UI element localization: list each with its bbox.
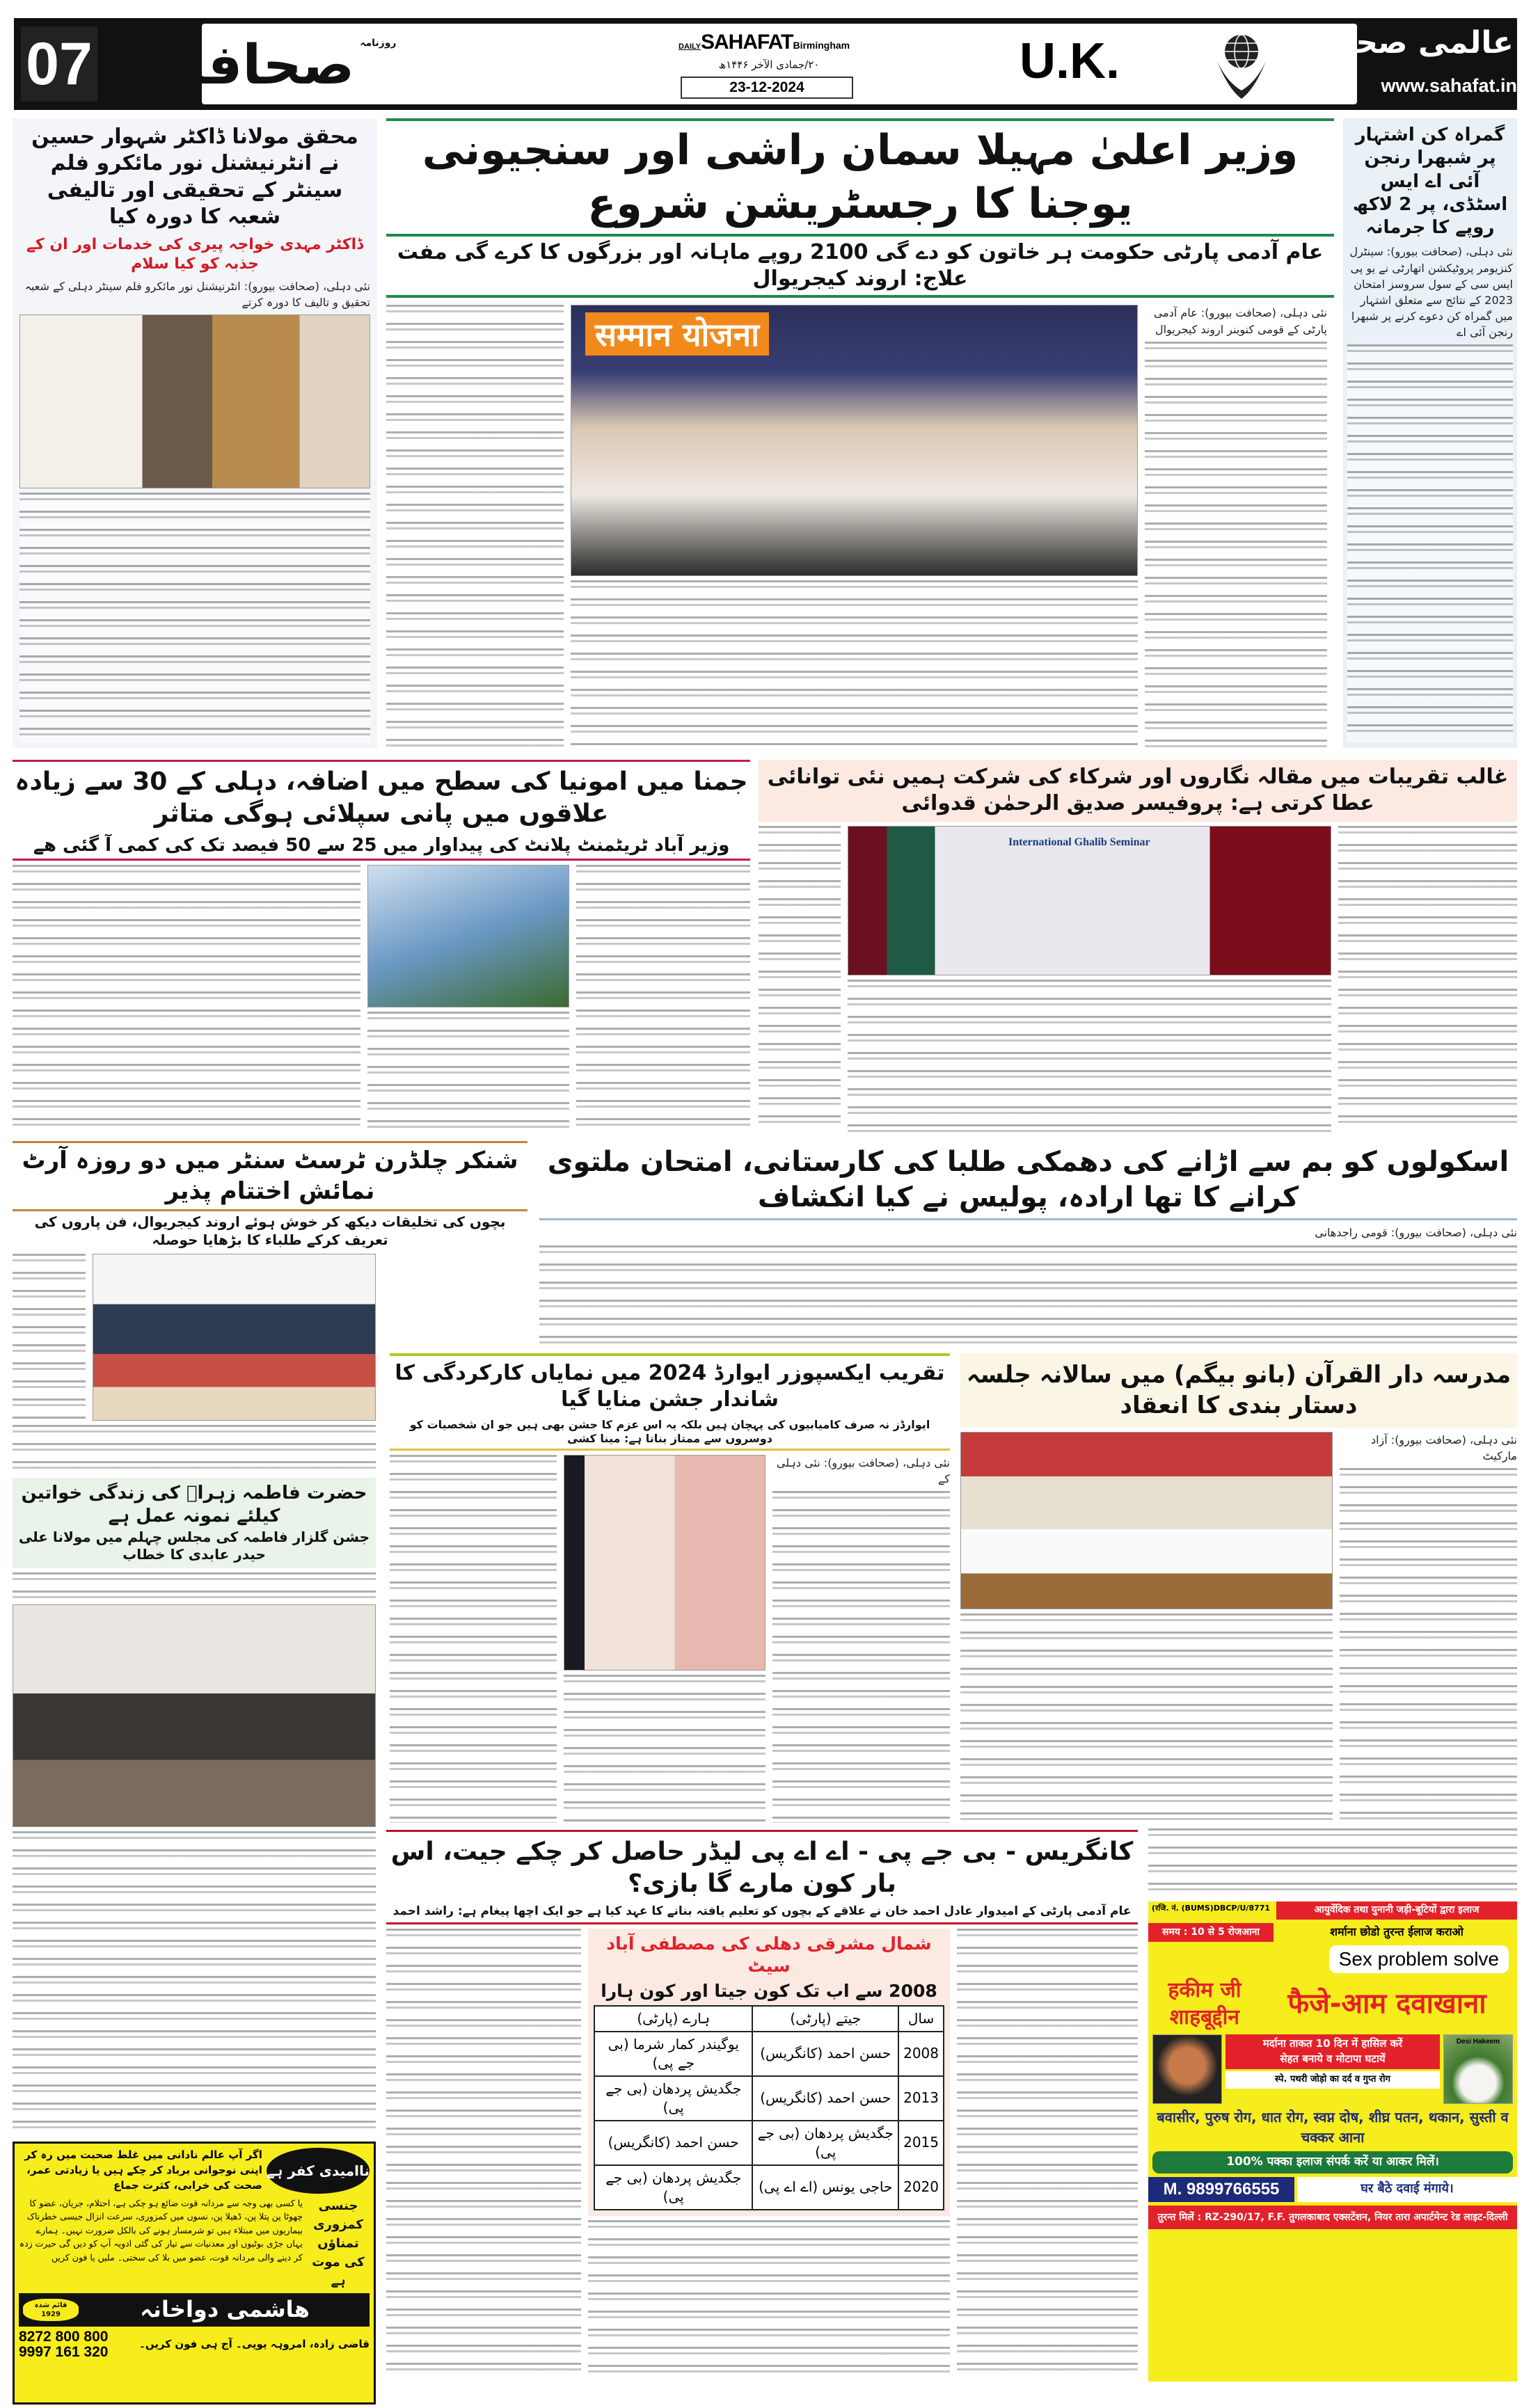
layout-column	[848, 826, 1331, 1132]
layout-column	[1148, 1923, 1517, 1943]
story-madrasa	[960, 1353, 1517, 1823]
ad-side-text: جنسی کمزوری تمناؤں کی موت ہے	[312, 2199, 365, 2288]
photo-yojna-launch	[571, 305, 1138, 576]
seminar-banner: International Ghalib Seminar	[1008, 836, 1150, 848]
divider	[386, 295, 1334, 298]
ad-phone-1[interactable]: 8272 800 800	[19, 2328, 109, 2345]
layout-column	[1148, 1828, 1517, 1897]
dateline: نئی دہلی، (صحافت بیورو): انٹرنیشنل نور مائکرو فلم سینٹر دہلی کے شعبہ تحقیق و تالیف کا دورہ کرتے	[24, 279, 370, 310]
story-right-top	[1343, 118, 1517, 748]
article-body-text	[386, 1929, 581, 2379]
layout-column	[1148, 1945, 1517, 1973]
table-row	[594, 2121, 944, 2165]
story-yamuna	[13, 760, 750, 1132]
divider	[386, 1830, 1138, 1832]
yamuna-headline: جمنا میں امونیا کی سطح میں اضافہ، دہلی کے 30 سے زیادہ علاقوں میں پانی سپلائی ہوگی متاثر	[15, 767, 748, 829]
layout-column	[1338, 826, 1517, 1132]
fatima-subhead: جشن گلزار فاطمہ کی مجلس چہلم میں مولانا علی حیدر عابدی کا خطاب	[18, 1528, 370, 1563]
col-winner: جیتے (پارٹی)	[752, 2006, 898, 2032]
article-body-text	[367, 1012, 569, 1132]
ad-special: स्पे. पथरी जोड़ो का दर्द व गुप्त रोग	[1225, 2071, 1440, 2089]
issue-date: 23-12-2024	[681, 77, 853, 99]
ad-phone-2[interactable]: 9997 161 320	[19, 2343, 109, 2360]
article-body-text	[1340, 1468, 1517, 1823]
article-body-text	[1148, 1828, 1517, 1897]
layout-column	[1340, 1432, 1517, 1823]
article-body-text	[386, 305, 564, 748]
story-schools	[539, 1145, 1517, 1348]
ad-slogan: शर्माना छोडो तुरन्त ईलाज कराओ	[1330, 1925, 1463, 1939]
layout-column	[759, 826, 1517, 1132]
layout-column	[19, 2329, 370, 2360]
ad-name-band	[19, 2293, 370, 2327]
photo-scholar-at-desk	[19, 314, 370, 488]
website-link[interactable]: www.sahafat.in	[1381, 75, 1517, 96]
story-award	[390, 1353, 950, 1823]
photo-dastar-bandi	[960, 1432, 1333, 1609]
table-header-row	[594, 2006, 944, 2032]
article-body-text	[1145, 342, 1327, 748]
ad-tagline: आयुर्वेदिक तथा युनानी जड़ी-बूटियों द्वारा इलाज	[1276, 1901, 1517, 1920]
madrasa-dateline: نئی دہلی، (صحافت بیورو): آزاد مارکیٹ	[1370, 1433, 1517, 1463]
est-badge: قائم شدہ 1929	[23, 2299, 79, 2321]
article-body-text	[759, 826, 841, 1132]
madrasa-headline: مدرسہ دار القرآن (بانو بیگم) میں سالانہ جلسہ دستار بندی کا انعقاد	[966, 1361, 1512, 1419]
article-body-text	[539, 1245, 1517, 1348]
photo-ghalib-seminar	[848, 826, 1331, 975]
photo-bodybuilder	[1152, 2034, 1222, 2104]
layout-column	[13, 1254, 86, 1421]
story-art-header	[13, 1141, 527, 1249]
layout-column	[960, 1432, 1517, 1823]
article-body-text	[13, 1254, 86, 1421]
divider	[386, 234, 1334, 237]
ad-badge: ناامیدی کفر ہے	[267, 2148, 370, 2194]
article-body-text	[571, 580, 1138, 748]
layout-column	[386, 1929, 1138, 2379]
col-year: سال	[898, 2006, 944, 2032]
subhead: ڈاکٹر مہدی خواجہ پیری کی خدمات اور ان کے جذبہ کو کیا سلام	[26, 235, 363, 273]
ghalib-headline-band	[759, 760, 1517, 822]
urdu-masthead-title: صحافت	[149, 33, 355, 97]
layout-column	[576, 865, 750, 1132]
layout-column	[1145, 305, 1327, 748]
layout-column	[759, 826, 841, 1132]
cell-winner: حسن احمد (کانگریس)	[752, 2032, 898, 2076]
article-body-text	[13, 865, 360, 1132]
divider	[13, 760, 750, 762]
layout-column	[390, 1455, 557, 1823]
article-body-text	[772, 1491, 950, 1823]
layout-column	[13, 1254, 376, 1421]
photo-award-ceremony	[564, 1455, 766, 1671]
schools-headline: اسکولوں کو بم سے اڑانے کی دھمکی طلبا کی کارستانی، امتحان ملتوی کرانے کا تھا ارادہ، پولیس نے کیا انکشاف	[539, 1145, 1517, 1220]
cell-loser: جگدیش پردھان (بی جے پی)	[594, 2165, 752, 2210]
fatima-headline: حضرت فاطمہ زہراؑ کی زندگی خواتین کیلئے نمونہ عمل ہے	[21, 1483, 367, 1527]
divider	[386, 118, 1334, 121]
result-box	[588, 1929, 950, 2216]
cell-loser: حسن احمد (کانگریس)	[594, 2121, 752, 2165]
ad-clinic-name: फैजे-आम दवाखाना	[1287, 1988, 1486, 2020]
schools-dateline: نئی دہلی، (صحافت بیورو): قومی راجدھانی	[1315, 1226, 1517, 1240]
photo-majlis-gathering	[13, 1604, 376, 1827]
article-body-text	[13, 1831, 376, 2136]
table-row	[594, 2076, 944, 2121]
layout-column	[960, 1432, 1333, 1823]
ad-timing: समय : 10 से 5 रोजआना	[1148, 1923, 1274, 1943]
article-body-text	[1338, 826, 1517, 1132]
layout-column	[1148, 1901, 1517, 1920]
story-ghalib	[759, 760, 1517, 1132]
layout-column	[367, 865, 569, 1132]
ad-intro: اگر آپ عالم نادانی میں غلط صحبت میں رہ کر اپنی نوجوانی برباد کر چکے ہیں یا زیادتی عمر، صحت کی خرابی، کثرت جماع	[24, 2148, 262, 2192]
article-body-text	[13, 1425, 376, 1474]
ad-faize-aam-dawakhana	[1148, 1901, 1517, 2382]
ad-hakeem-name: हकीम जी शाहबूद्दीन	[1168, 1978, 1242, 2030]
article-body-text	[13, 1572, 376, 1600]
photo-banner: सम्मान योजना	[585, 312, 769, 356]
result-box-subtitle: 2008 سے اب تک کون جیتا اور کون ہارا	[601, 1980, 937, 2001]
headline: گمراہ کن اشتہار پر شبھرا رنجن آئی اے ایس اسٹڈی، پر 2 لاکھ روپے کا جرمانہ	[1352, 125, 1508, 239]
cell-year: 2020	[898, 2165, 944, 2210]
ad-address: तुरन्त मिलें : RZ-290/17, F.F. तुगलकाबाद एक्सटेंशन, नियर तारा अपार्टमेन्ट रेड लाइट-दिल्ली	[1148, 2206, 1517, 2229]
article-body-text	[19, 493, 370, 742]
cell-winner: حاجی یونس (اے اے پی)	[752, 2165, 898, 2210]
article-body-text	[1347, 344, 1513, 742]
col-loser: ہارے (پارٹی)	[594, 2006, 752, 2032]
layout-column	[588, 1929, 950, 2379]
ad-name: ھاشمی دواخانہ	[140, 2296, 310, 2322]
photo-herbal-mortar	[1443, 2034, 1513, 2104]
ad-mobile[interactable]: M. 9899766555	[1148, 2177, 1294, 2202]
ad-home-delivery: घर बैठे दवाई मंगाये।	[1297, 2177, 1517, 2202]
herbal-label: Desi Hakeem	[1456, 2038, 1500, 2046]
layout-column	[772, 1455, 950, 1823]
page-number: 07	[21, 26, 97, 102]
lead-headline: وزیر اعلیٰ مہیلا سمان راشی اور سنجیونی یوجنا کا رجسٹریشن شروع	[422, 126, 1299, 228]
award-dateline: نئی دہلی، (صحافت بیورو): نئی دہلی کے	[776, 1456, 950, 1485]
ad-body: یا کسی بھی وجہ سے مردانہ قوت ضائع ہو چکی ہے، احتلام، جریان، عضو کا چھوٹا پن پتلا پن، ڈھیلا پن، نسوں میں کمزوری، سرعت انزال جیسی خطرناک بیماریوں میں مبتلاء ہیں تو شرمسار ہونے کی بالکل ضرورت نہیں۔ ہمارے یہاں جڑی بوٹیوں اور معدنیات سے تیار کی گئی ادویہ آپ کو دیں گی حیرت زدہ کر دینے والی مردانہ قوت، عضو میں بلا کی سختی۔ ملیں یا فون کریں	[19, 2198, 303, 2263]
brand-name: عالمی صحافت	[1292, 25, 1514, 61]
layout-column	[1148, 2177, 1517, 2202]
ad-address: قاضی زادہ، امروہہ یوپی۔ آج ہی فون کریں۔	[139, 2338, 370, 2351]
globe-logo-icon	[1214, 26, 1269, 102]
ghalib-headline: غالب تقریبات میں مقالہ نگاروں اور شرکاء کی شرکت ہمیں نئی توانائی عطا کرتی ہے: پروفیسر صدیق الرحمٰن قدوائی	[767, 765, 1509, 816]
cell-winner: جگدیش پردھان (بی جے پی)	[752, 2121, 898, 2165]
ad-ailments: बवासीर, पुरुष रोग, धात रोग, स्वप्न दोष, शीघ्र पतन, थकान, सुस्ती व चक्कर आना	[1157, 2109, 1509, 2146]
ad-guarantee: 100% पक्का इलाज संपर्क करें या आकर मिलें।	[1152, 2151, 1513, 2174]
cell-year: 2013	[898, 2076, 944, 2121]
headline: محقق مولانا ڈاکٹر شہوار حسین نے انٹرنیشنل نور مائکرو فلم سینٹر کے تحقیقی اور تالیفی شعبہ کا دورہ کیا	[31, 125, 358, 230]
lead-dateline: نئی دہلی، (صحافت بیورو): عام آدمی پارٹی کے قومی کنوینر اروند کیجریوال	[1153, 306, 1327, 336]
award-subhead: ایوارڈز نہ صرف کامیابیوں کی پہچان ہیں بلکہ یہ اس عزم کا جشن بھی ہیں جو ان شخصیات کو دوسروں سے ممتاز بناتا ہے: مینا کشی	[390, 1418, 950, 1451]
fatima-headline-box	[13, 1478, 376, 1568]
award-headline: تقریب ایکسپوزر ایوارڈ 2024 میں نمایاں کارکردگی کا شاندار جشن منایا گیا	[395, 1361, 945, 1412]
madrasa-headline-band	[960, 1353, 1517, 1428]
election-subhead: عام آدمی پارٹی کے امیدوار عادل احمد خان نے علاقے کے بچوں کو تعلیم یافتہ بنانے کا عہد کیا ہے جو ایک اچھا پیغام ہے: راشد احمد	[386, 1904, 1138, 1924]
table-row	[594, 2032, 944, 2076]
result-box-title: شمال مشرقی دھلی کی مصطفی آباد سیٹ	[606, 1933, 932, 1976]
dateline: نئی دہلی، (صحافت بیورو): سینٹرل کنزیومر پروٹیکشن اتھارٹی نے یو پی ایس سی کے سول سروسز امتحان 2023 کے نتائج سے متعلق اشتہار میں گمراہ کن دعوے کرنے پر شبھرا رنجن آئی اے	[1349, 245, 1513, 340]
layout-column	[957, 1929, 1138, 2379]
masthead-small-label: برمنگھم	[104, 32, 144, 43]
article-body-text	[564, 1675, 766, 1823]
article-body-text	[957, 1929, 1138, 2379]
cell-loser: جگدیش پردھان (بی جے پی)	[594, 2076, 752, 2121]
story-lead	[386, 118, 1334, 748]
ad-promo-line: मर्दाना ताकत 10 दिन में हासिल करें	[1262, 2037, 1403, 2050]
election-headline: کانگریس - بی جے پی - اے اے پی لیڈر حاصل کر چکے جیت، اس بار کون مارے گا بازی؟	[390, 1837, 1134, 1899]
layout-column	[19, 2148, 370, 2194]
ad-promo-line: सेहत बनाये व मोटापा घटायें	[1280, 2052, 1386, 2065]
article-body-text	[390, 1455, 557, 1823]
masthead-small-label: روزنامہ	[360, 38, 397, 49]
article-body-text	[576, 865, 750, 1132]
article-body-text	[960, 1613, 1333, 1823]
layout-column	[19, 2196, 370, 2290]
story-election	[386, 1830, 1138, 2379]
photo-art-exhibition	[93, 1254, 376, 1421]
daily-sahafat-logo: DAILYSAHAFATBirmingham	[679, 31, 850, 54]
layout-column	[564, 1455, 766, 1823]
art-subhead: بچوں کی تخلیقات دیکھ کر خوش ہوئے اروند کیجریوال، فن پاروں کی تعریف کرکے طلباء کا بڑھایا حوصلہ	[13, 1209, 527, 1249]
layout-column	[1225, 2034, 1440, 2104]
article-body-text	[848, 980, 1331, 1132]
layout-column	[1148, 2034, 1517, 2104]
table-row	[594, 2165, 944, 2210]
layout-column	[386, 1929, 581, 2379]
layout-column	[13, 865, 750, 1132]
ad-promo	[1225, 2034, 1440, 2069]
art-headline: شنکر چلڈرن ٹرسٹ سنٹر میں دو روزہ آرٹ نمائش اختتام پذیر	[22, 1147, 518, 1205]
cell-year: 2008	[898, 2032, 944, 2076]
ad-reg: (रजि. नं. (BUMS)DBCP/U/8771	[1151, 1904, 1271, 1913]
cell-year: 2015	[898, 2121, 944, 2165]
layout-column	[390, 1455, 950, 1823]
divider	[390, 1353, 950, 1356]
lead-subhead: عام آدمی پارٹی حکومت ہر خاتون کو دے گی 2100 روپے ماہانہ اور بزرگوں کا کرے گی مفت علاج: اروند کیجریوال	[397, 239, 1324, 291]
cell-winner: حسن احمد (کانگریس)	[752, 2076, 898, 2121]
layout-column	[13, 865, 360, 1132]
cell-loser: یوگیندر کمار شرما (بی جے پی)	[594, 2032, 752, 2076]
edition-label: U.K.	[1020, 33, 1120, 89]
story-left-top	[13, 118, 377, 748]
left-column-stories	[13, 1254, 376, 2136]
layout-column	[386, 305, 564, 748]
divider	[13, 1141, 527, 1143]
results-table	[594, 2005, 944, 2210]
ad-english: Sex problem solve	[1329, 1945, 1509, 1973]
yamuna-subhead: وزیر آباد ٹریٹمنٹ پلانٹ کی پیداوار میں 25 سے 50 فیصد تک کی کمی آ گئی ھے	[13, 834, 750, 861]
ad-hashmi-dawakhana	[13, 2142, 376, 2405]
layout-column	[1148, 1977, 1517, 2031]
layout-column	[571, 305, 1138, 748]
article-body-text	[588, 2220, 950, 2379]
layout-column	[386, 305, 1334, 748]
hijri-date: ۲۰/جمادی الآخر ۱۴۴۶ھ	[718, 58, 820, 71]
photo-water-tap	[367, 865, 569, 1007]
urdu-masthead	[104, 25, 397, 105]
